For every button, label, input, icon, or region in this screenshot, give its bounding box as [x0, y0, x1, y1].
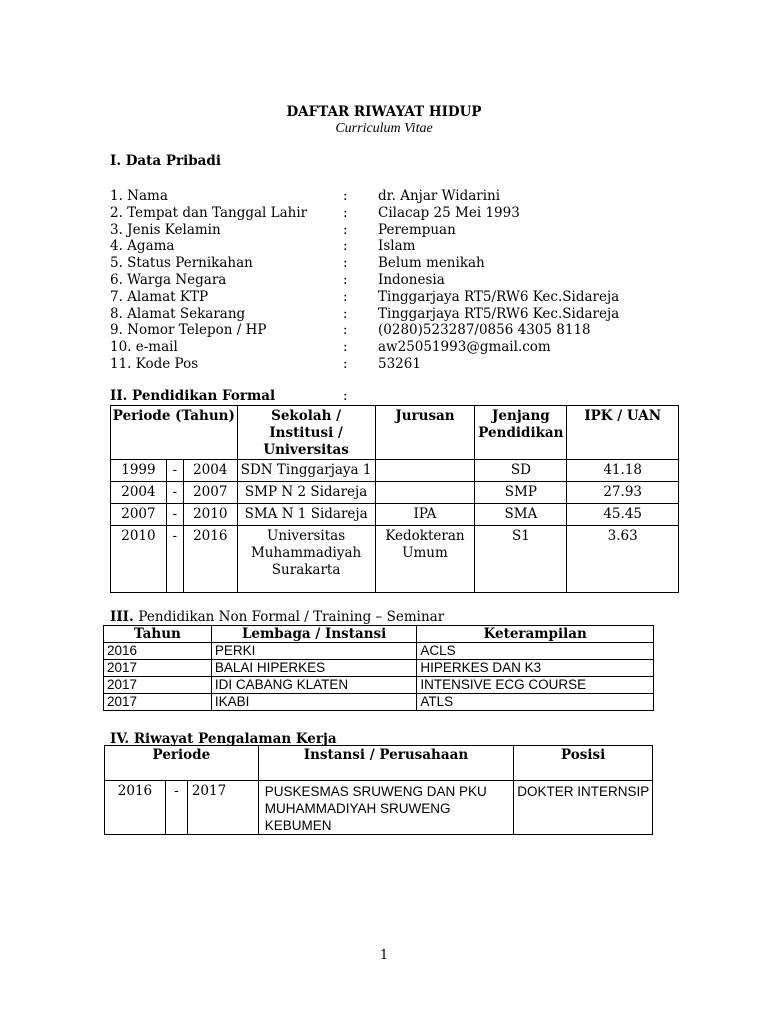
period-dash: -: [166, 482, 183, 504]
field-label: 1. Nama: [110, 188, 168, 204]
work-year-from: 2016: [105, 781, 166, 835]
training-year: 2017: [104, 677, 212, 694]
section-nonformal-heading: [110, 609, 444, 625]
field-value: Indonesia: [378, 272, 445, 288]
year-from: 2004: [111, 482, 167, 504]
training-institution: BALAI HIPERKES: [211, 660, 417, 677]
education-level: S1: [475, 526, 567, 593]
personal-data-row: [110, 188, 670, 205]
field-separator: :: [343, 255, 348, 272]
personal-data-row: [110, 306, 670, 323]
field-label: 8. Alamat Sekarang: [110, 305, 246, 322]
field-value: Perempuan: [378, 221, 456, 238]
training-institution: IDI CABANG KLATEN: [211, 677, 417, 694]
field-label: 2. Tempat dan Tanggal Lahir: [110, 204, 308, 221]
field-label: 7. Alamat KTP: [110, 288, 209, 305]
field-value: Tinggarjaya RT5/RW6 Kec.Sidareja: [378, 305, 620, 322]
period-dash: -: [166, 526, 183, 593]
personal-data-row: [110, 255, 670, 272]
school-name: SDN Tinggarjaya 1: [237, 460, 375, 482]
field-separator: :: [343, 305, 348, 322]
training-institution: IKABI: [211, 694, 417, 711]
school-name: Universitas Muhammadiyah Surakarta: [237, 526, 375, 593]
header-tahun: Tahun: [104, 626, 212, 643]
major: Kedokteran Umum: [375, 526, 475, 593]
header-periode: Periode (Tahun): [111, 406, 238, 460]
header-jurusan: Jurusan: [375, 406, 475, 460]
personal-data-row: [110, 289, 670, 306]
page-number: 1: [379, 948, 389, 963]
school-name: SMP N 2 Sidareja: [237, 482, 375, 504]
year-to: 2010: [183, 504, 237, 526]
field-value: Belum menikah: [378, 255, 485, 272]
work-year-to: 2017: [187, 781, 258, 835]
school-name: SMA N 1 Sidareja: [237, 504, 375, 526]
year-to: 2016: [183, 526, 237, 593]
field-label: 11. Kode Pos: [110, 356, 199, 372]
training-row: [104, 643, 654, 660]
section-work-heading: IV. Riwayat Pengalaman Kerja: [110, 731, 337, 747]
field-label: 10. e-mail: [110, 339, 178, 356]
field-separator: :: [343, 339, 348, 356]
education-level: SD: [475, 460, 567, 482]
document-title: DAFTAR RIWAYAT HIDUP: [286, 104, 482, 120]
field-separator: :: [343, 288, 348, 305]
header-jenjang: Jenjang Pendidikan: [475, 406, 567, 460]
year-from: 2010: [111, 526, 167, 593]
period-dash: -: [166, 504, 183, 526]
year-from: 1999: [111, 460, 167, 482]
field-label: 5. Status Pernikahan: [110, 255, 253, 272]
formal-education-table: [110, 405, 679, 593]
header-sekolah: Sekolah / Institusi / Universitas: [237, 406, 375, 460]
training-skill: ATLS: [417, 694, 654, 711]
education-row: [111, 460, 679, 482]
training-skill: INTENSIVE ECG COURSE: [417, 677, 654, 694]
document-subtitle: Curriculum Vitae: [335, 121, 433, 136]
section-formal-education-heading: II. Pendidikan Formal: [110, 388, 276, 404]
field-value: Cilacap 25 Mei 1993: [378, 204, 520, 221]
major: [375, 460, 475, 482]
education-row: [111, 526, 679, 593]
year-to: 2007: [183, 482, 237, 504]
period-dash: -: [166, 460, 183, 482]
work-row: [105, 781, 653, 835]
field-value: Islam: [378, 238, 416, 255]
personal-data-row: [110, 222, 670, 239]
training-year: 2017: [104, 660, 212, 677]
field-label: 4. Agama: [110, 238, 175, 255]
training-year: 2017: [104, 694, 212, 711]
work-position: DOKTER INTERNSIP: [514, 781, 653, 835]
field-value: (0280)523287/0856 4305 8118: [378, 322, 591, 339]
personal-data-row: [110, 322, 670, 339]
education-level: SMP: [475, 482, 567, 504]
training-table: [103, 625, 654, 711]
header-ipk: IPK / UAN: [567, 406, 679, 460]
education-row: [111, 504, 679, 526]
major: IPA: [375, 504, 475, 526]
field-separator: :: [343, 238, 348, 255]
field-separator: :: [343, 188, 348, 204]
work-history-table: [104, 745, 653, 835]
training-skill: HIPERKES DAN K3: [417, 660, 654, 677]
field-value: aw25051993@gmail.com: [378, 339, 551, 356]
work-period-dash: -: [165, 781, 187, 835]
header-keterampilan: Keterampilan: [417, 626, 654, 643]
header-work-posisi: Posisi: [514, 746, 653, 781]
formal-education-separator: :: [343, 388, 348, 404]
score: 3.63: [567, 526, 679, 593]
training-year: 2016: [104, 643, 212, 660]
personal-data-row: [110, 272, 670, 289]
field-separator: :: [343, 272, 348, 288]
field-value: dr. Anjar Widarini: [378, 188, 501, 204]
field-label: 9. Nomor Telepon / HP: [110, 322, 267, 339]
work-institution: PUSKESMAS SRUWENG DAN PKU MUHAMMADIYAH SRUWENG KEBUMEN: [258, 781, 513, 835]
score: 27.93: [567, 482, 679, 504]
year-to: 2004: [183, 460, 237, 482]
section-nonformal-number: III.: [110, 609, 134, 625]
section-nonformal-title: Pendidikan Non Formal / Training – Seminar: [138, 609, 445, 625]
training-skill: ACLS: [417, 643, 654, 660]
major: [375, 482, 475, 504]
section-personal-data-heading: I. Data Pribadi: [110, 153, 221, 169]
field-separator: :: [343, 204, 348, 221]
training-row: [104, 677, 654, 694]
training-row: [104, 694, 654, 711]
field-value: 53261: [378, 356, 421, 372]
field-value: Tinggarjaya RT5/RW6 Kec.Sidareja: [378, 288, 620, 305]
training-institution: PERKI: [211, 643, 417, 660]
header-work-periode: Periode: [105, 746, 259, 781]
score: 41.18: [567, 460, 679, 482]
year-from: 2007: [111, 504, 167, 526]
field-separator: :: [343, 221, 348, 238]
field-separator: :: [343, 356, 348, 372]
education-level: SMA: [475, 504, 567, 526]
score: 45.45: [567, 504, 679, 526]
education-row: [111, 482, 679, 504]
personal-data-row: [110, 356, 670, 373]
header-lembaga: Lembaga / Instansi: [211, 626, 417, 643]
training-row: [104, 660, 654, 677]
field-separator: :: [343, 322, 348, 339]
personal-data-row: [110, 205, 670, 222]
personal-data-row: [110, 339, 670, 356]
personal-data-row: [110, 238, 670, 255]
field-label: 3. Jenis Kelamin: [110, 221, 221, 238]
field-label: 6. Warga Negara: [110, 272, 227, 288]
header-work-instansi: Instansi / Perusahaan: [258, 746, 513, 781]
